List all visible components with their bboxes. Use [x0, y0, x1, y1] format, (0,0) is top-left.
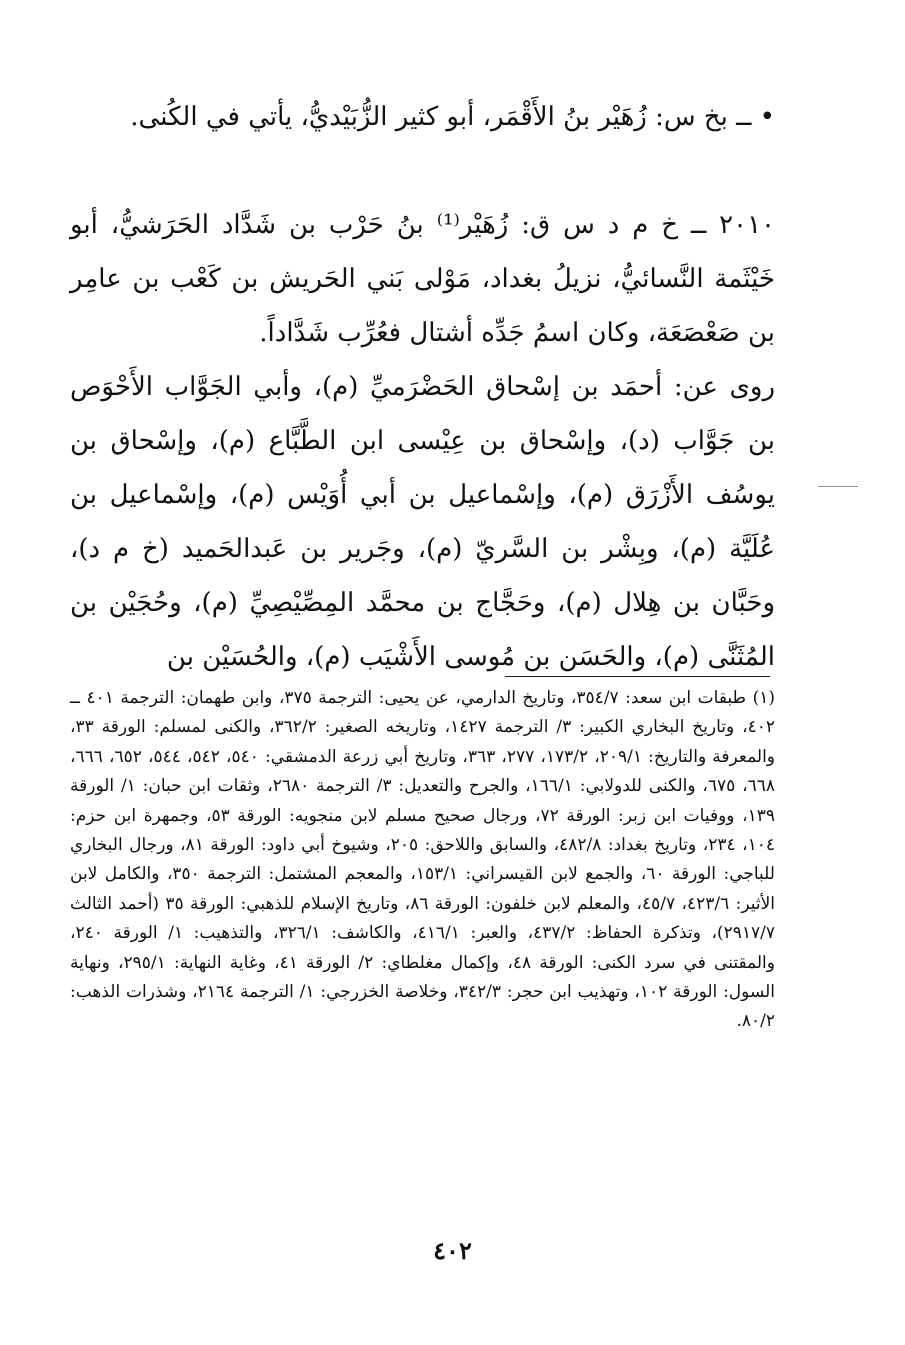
narrators-paragraph — [70, 360, 775, 684]
footnote-separator — [505, 676, 770, 677]
footnotes — [70, 684, 775, 1037]
biography-entry — [70, 198, 775, 360]
margin-mark — [818, 486, 858, 487]
cross-reference-text: • ــ بخ س: زُهَيْر بنُ الأَقْمَر، أبو كثير الزُّبَيْديُّ، يأتي في الكُنى. — [130, 102, 775, 132]
biography-text: ٢٠١٠ ــ خ م د س ق: زُهَيْر⁽¹⁾ بنُ حَرْب بن شَدَّاد الحَرَشيُّ، أبو خَيْثَمة النَّسائيُّ، نزيلُ بغداد، مَوْلى بَني الحَريش بن كَعْب بن عامِر بن صَعْصَعَة، وكان اسمُ جَدِّه أشتال فعُرِّب شَدَّاداً. — [70, 210, 775, 348]
cross-reference-entry — [70, 90, 775, 144]
footnote-1: (١) طبقات ابن سعد: ٣٥٤/٧، وتاريخ الدارمي، عن يحيى: الترجمة ٣٧٥، وابن طهمان: الترجمة ٤٠١ ــ ٤٠٢، وتاريخ البخاري الكبير: ٣/ الترجمة ١٤٢٧، وتاريخه الصغير: ٣٦٢/٢، والكنى لمسلم: الورقة ٣٣، والمعرفة والتاريخ: ٢٠٩/١، ١٧٣/٢، ٢٧٧، ٣٦٣، وتاريخ أبي زرعة الدمشقي: ٥٤٠، ٥٤٢، ٥٤٤، ٦٥٢، ٦٦٦، ٦٦٨، ٦٧٥، والكنى للدولابي: ١٦٦/١، والجرح والتعديل: ٣/ الترجمة ٢٦٨٠، وثقات ابن حبان: ١/ الورقة ١٣٩، ووفيات ابن زبر: الورقة ٧٢، ورجال صحيح مسلم لابن منجويه: الورقة ٥٣، وجمهرة ابن حزم: ١٠٤، ٢٣٤، وتاريخ بغداد: ٤٨٢/٨، والسابق واللاحق: ٢٠٥، وشيوخ أبي داود: الورقة ٨١، ورجال البخاري للباجي: الورقة ٦٠، والجمع لابن القيسراني: ١٥٣/١، والمعجم المشتمل: الترجمة ٣٥٠، والكامل لابن الأثير: ٤٢٣/٦، ٤٥/٧، والمعلم لابن خلفون: الورقة ٨٦، وتاريخ الإسلام للذهبي: الورقة ٣٥ (أحمد الثالث ٢٩١٧/٧)، وتذكرة الحفاظ: ٤٣٧/٢، والعبر: ٤١٦/١، والكاشف: ٣٢٦/١، والتذهيب: ١/ الورقة ٢٤٠، والمقتنى في سرد الكنى: الورقة ٤٨، وإكمال مغلطاي: ٢/ الورقة ٤١، وغاية النهاية: ٢٩٥/١، ونهاية السول: الورقة ١٠٢، وتهذيب ابن حجر: ٣٤٢/٣، وخلاصة الخزرجي: ١/ الترجمة ٢١٦٤، وشذرات الذهب: ٨٠/٢. — [70, 688, 776, 1032]
narrators-text: روى عن: أحمَد بن إسْحاق الحَضْرَميِّ (م)، وأبي الجَوَّاب الأَحْوَص بن جَوَّاب (د)، وإسْحاق بن عِيْسى ابن الطَّبَّاع (م)، وإسْحاق بن يوسُف الأَزْرَق (م)، وإسْماعيل بن أبي أُوَيْس (م)، وإسْماعيل بن عُلَيَّة (م)، وبِشْر بن السَّريّ (م)، وجَرير بن عَبدالحَميد (خ م د)، وحَبَّان بن هِلال (م)، وحَجَّاج بن محمَّد المِصِّيْصِيِّ (م)، وحُجَيْن بن المُثَنَّى (م)، والحَسَن بن مُوسى الأَشْيَب (م)، والحُسَيْن بن — [70, 372, 775, 672]
page-number: ٤٠٢ — [433, 1236, 472, 1265]
